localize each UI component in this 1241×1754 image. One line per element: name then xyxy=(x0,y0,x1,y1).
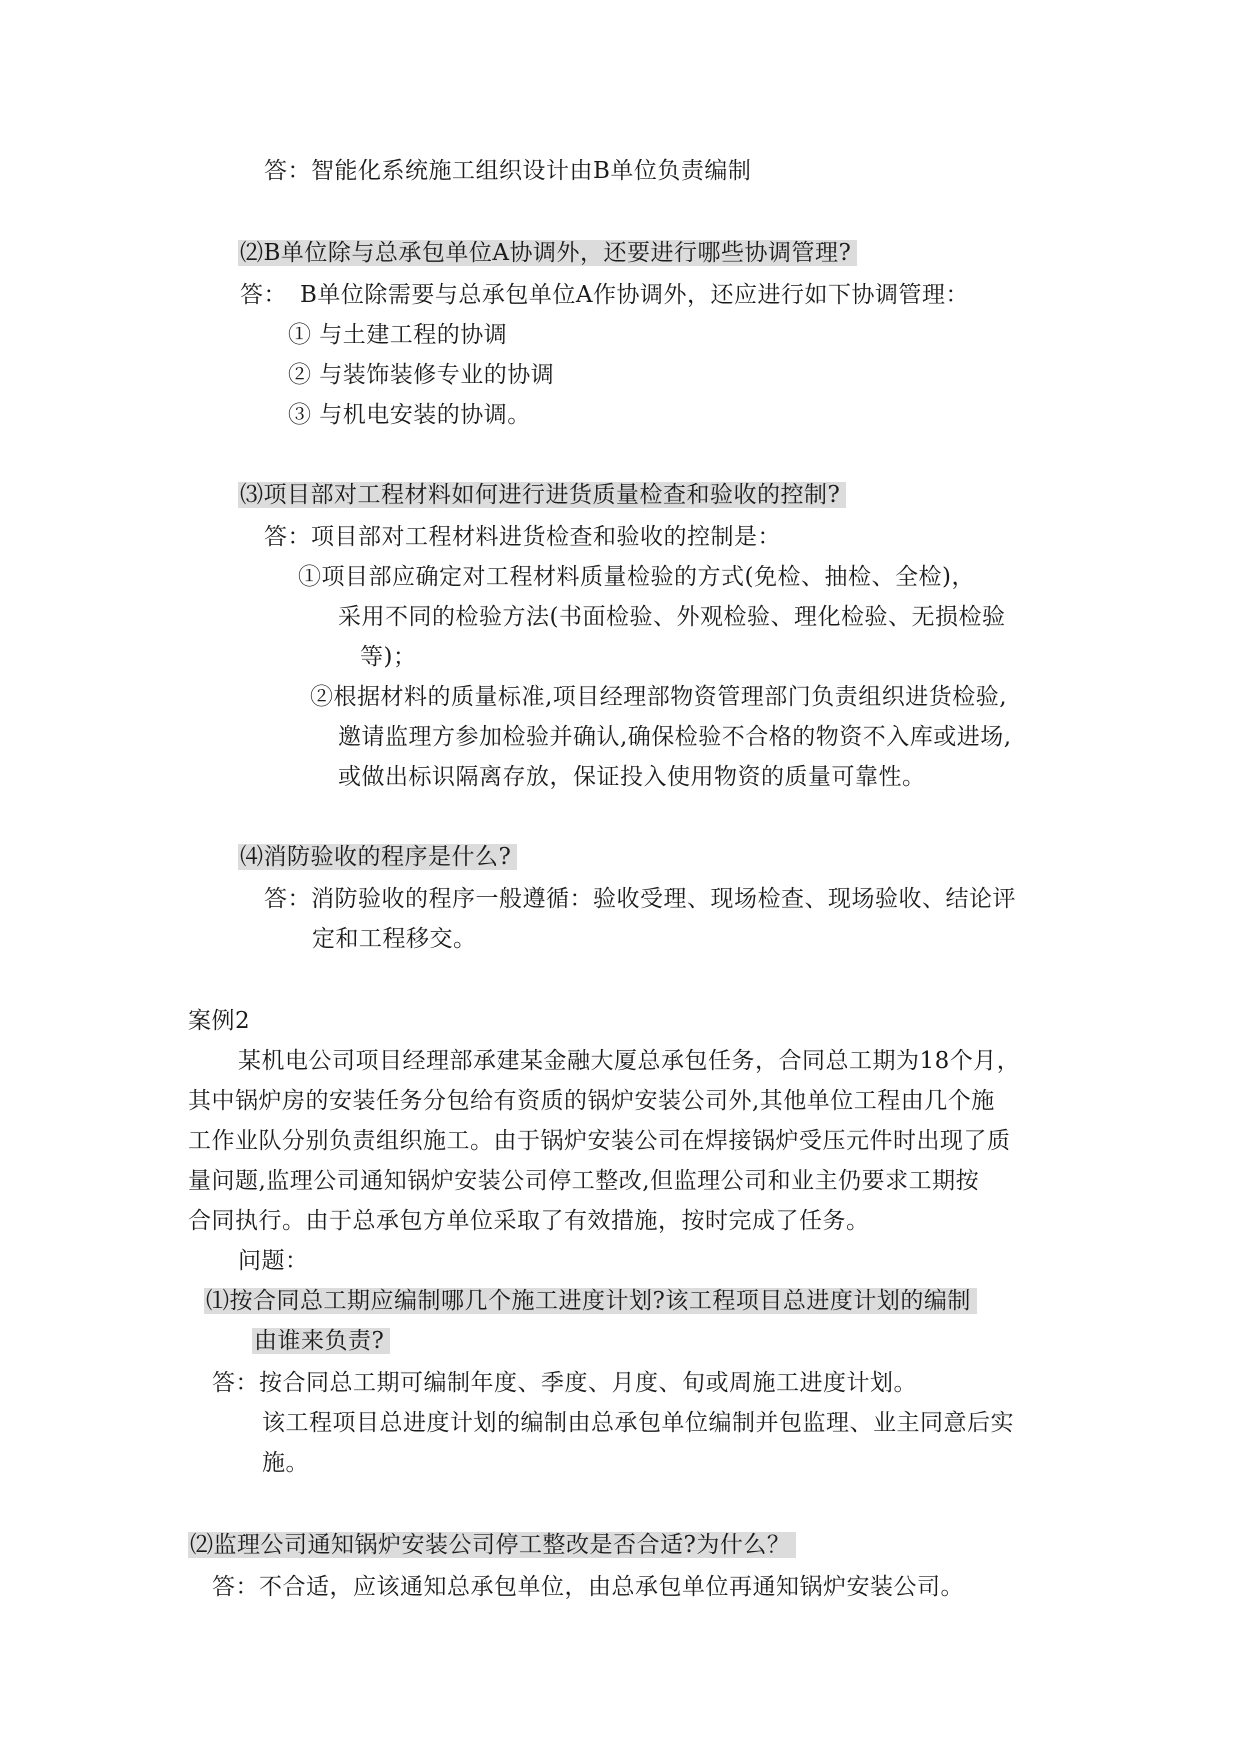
list-item: ① 与土建工程的协调 xyxy=(288,322,508,348)
case-question-2 xyxy=(188,1528,796,1562)
case-paragraph-line: 某机电公司项目经理部承建某金融大厦总承包任务，合同总工期为18个月， xyxy=(238,1048,1021,1074)
question-2-text: ⑵B单位除与总承包单位A协调外，还要进行哪些协调管理? xyxy=(238,240,857,266)
case-question-1-cont xyxy=(252,1324,390,1358)
list-item-continuation: 采用不同的检验方法(书面检验、外观检验、理化检验、无损检验 xyxy=(338,604,1006,630)
answer-q3: 答：项目部对工程材料进货检查和验收的控制是： xyxy=(264,524,781,550)
answer-q2-intro: B单位除需要与总承包单位A作协调外，还应进行如下协调管理： xyxy=(300,282,970,308)
question-3-text: ⑶项目部对工程材料如何进行进货质量检查和验收的控制? xyxy=(238,482,846,508)
case-question-1 xyxy=(204,1284,977,1318)
case-question-2-text: ⑵监理公司通知锅炉安装公司停工整改是否合适?为什么？ xyxy=(188,1532,796,1558)
case-paragraph-line: 其中锅炉房的安装任务分包给有资质的锅炉安装公司外,其他单位工程由几个施 xyxy=(188,1088,995,1114)
question-2 xyxy=(238,236,857,270)
questions-label: 问题： xyxy=(238,1248,309,1274)
case-paragraph-line: 工作业队分别负责组织施工。由于锅炉安装公司在焊接锅炉受压元件时出现了质 xyxy=(188,1128,1011,1154)
answer-q1: 答：智能化系统施工组织设计由B单位负责编制 xyxy=(264,158,752,184)
case-answer-1-line: 答：按合同总工期可编制年度、季度、月度、旬或周施工进度计划。 xyxy=(212,1370,917,1396)
case-paragraph-line: 合同执行。由于总承包方单位采取了有效措施，按时完成了任务。 xyxy=(188,1208,870,1234)
list-item-continuation: 等)； xyxy=(360,644,417,670)
case-answer-1-line: 该工程项目总进度计划的编制由总承包单位编制并包监理、业主同意后实 xyxy=(262,1410,1014,1436)
list-item: ②根据材料的质量标准,项目经理部物资管理部门负责组织进货检验, xyxy=(310,684,1008,710)
list-item: ② 与装饰装修专业的协调 xyxy=(288,362,555,388)
question-3 xyxy=(238,478,846,512)
answer-q4-line: 答：消防验收的程序一般遵循：验收受理、现场检查、现场验收、结论评 xyxy=(264,886,1016,912)
question-4-text: ⑷消防验收的程序是什么? xyxy=(238,844,517,870)
answer-q2-prefix: 答： xyxy=(240,282,287,308)
case-title: 案例2 xyxy=(188,1008,251,1034)
list-item-continuation: 邀请监理方参加检验并确认,确保检验不合格的物资不入库或进场, xyxy=(338,724,1012,750)
question-4 xyxy=(238,840,517,874)
case-paragraph-line: 量问题,监理公司通知锅炉安装公司停工整改,但监理公司和业主仍要求工期按 xyxy=(188,1168,980,1194)
case-answer-1-line: 施。 xyxy=(262,1450,309,1476)
answer-q4-line: 定和工程移交。 xyxy=(312,926,477,952)
case-answer-2: 答：不合适，应该通知总承包单位，由总承包单位再通知锅炉安装公司。 xyxy=(212,1574,964,1600)
case-question-1-line: ⑴按合同总工期应编制哪几个施工进度计划?该工程项目总进度计划的编制 xyxy=(204,1288,977,1314)
list-item-continuation: 或做出标识隔离存放，保证投入使用物资的质量可靠性。 xyxy=(338,764,926,790)
case-question-1-line: 由谁来负责? xyxy=(252,1328,390,1354)
list-item: ③ 与机电安装的协调。 xyxy=(288,402,531,428)
list-item: ①项目部应确定对工程材料质量检验的方式(免检、抽检、全检)， xyxy=(298,564,975,590)
